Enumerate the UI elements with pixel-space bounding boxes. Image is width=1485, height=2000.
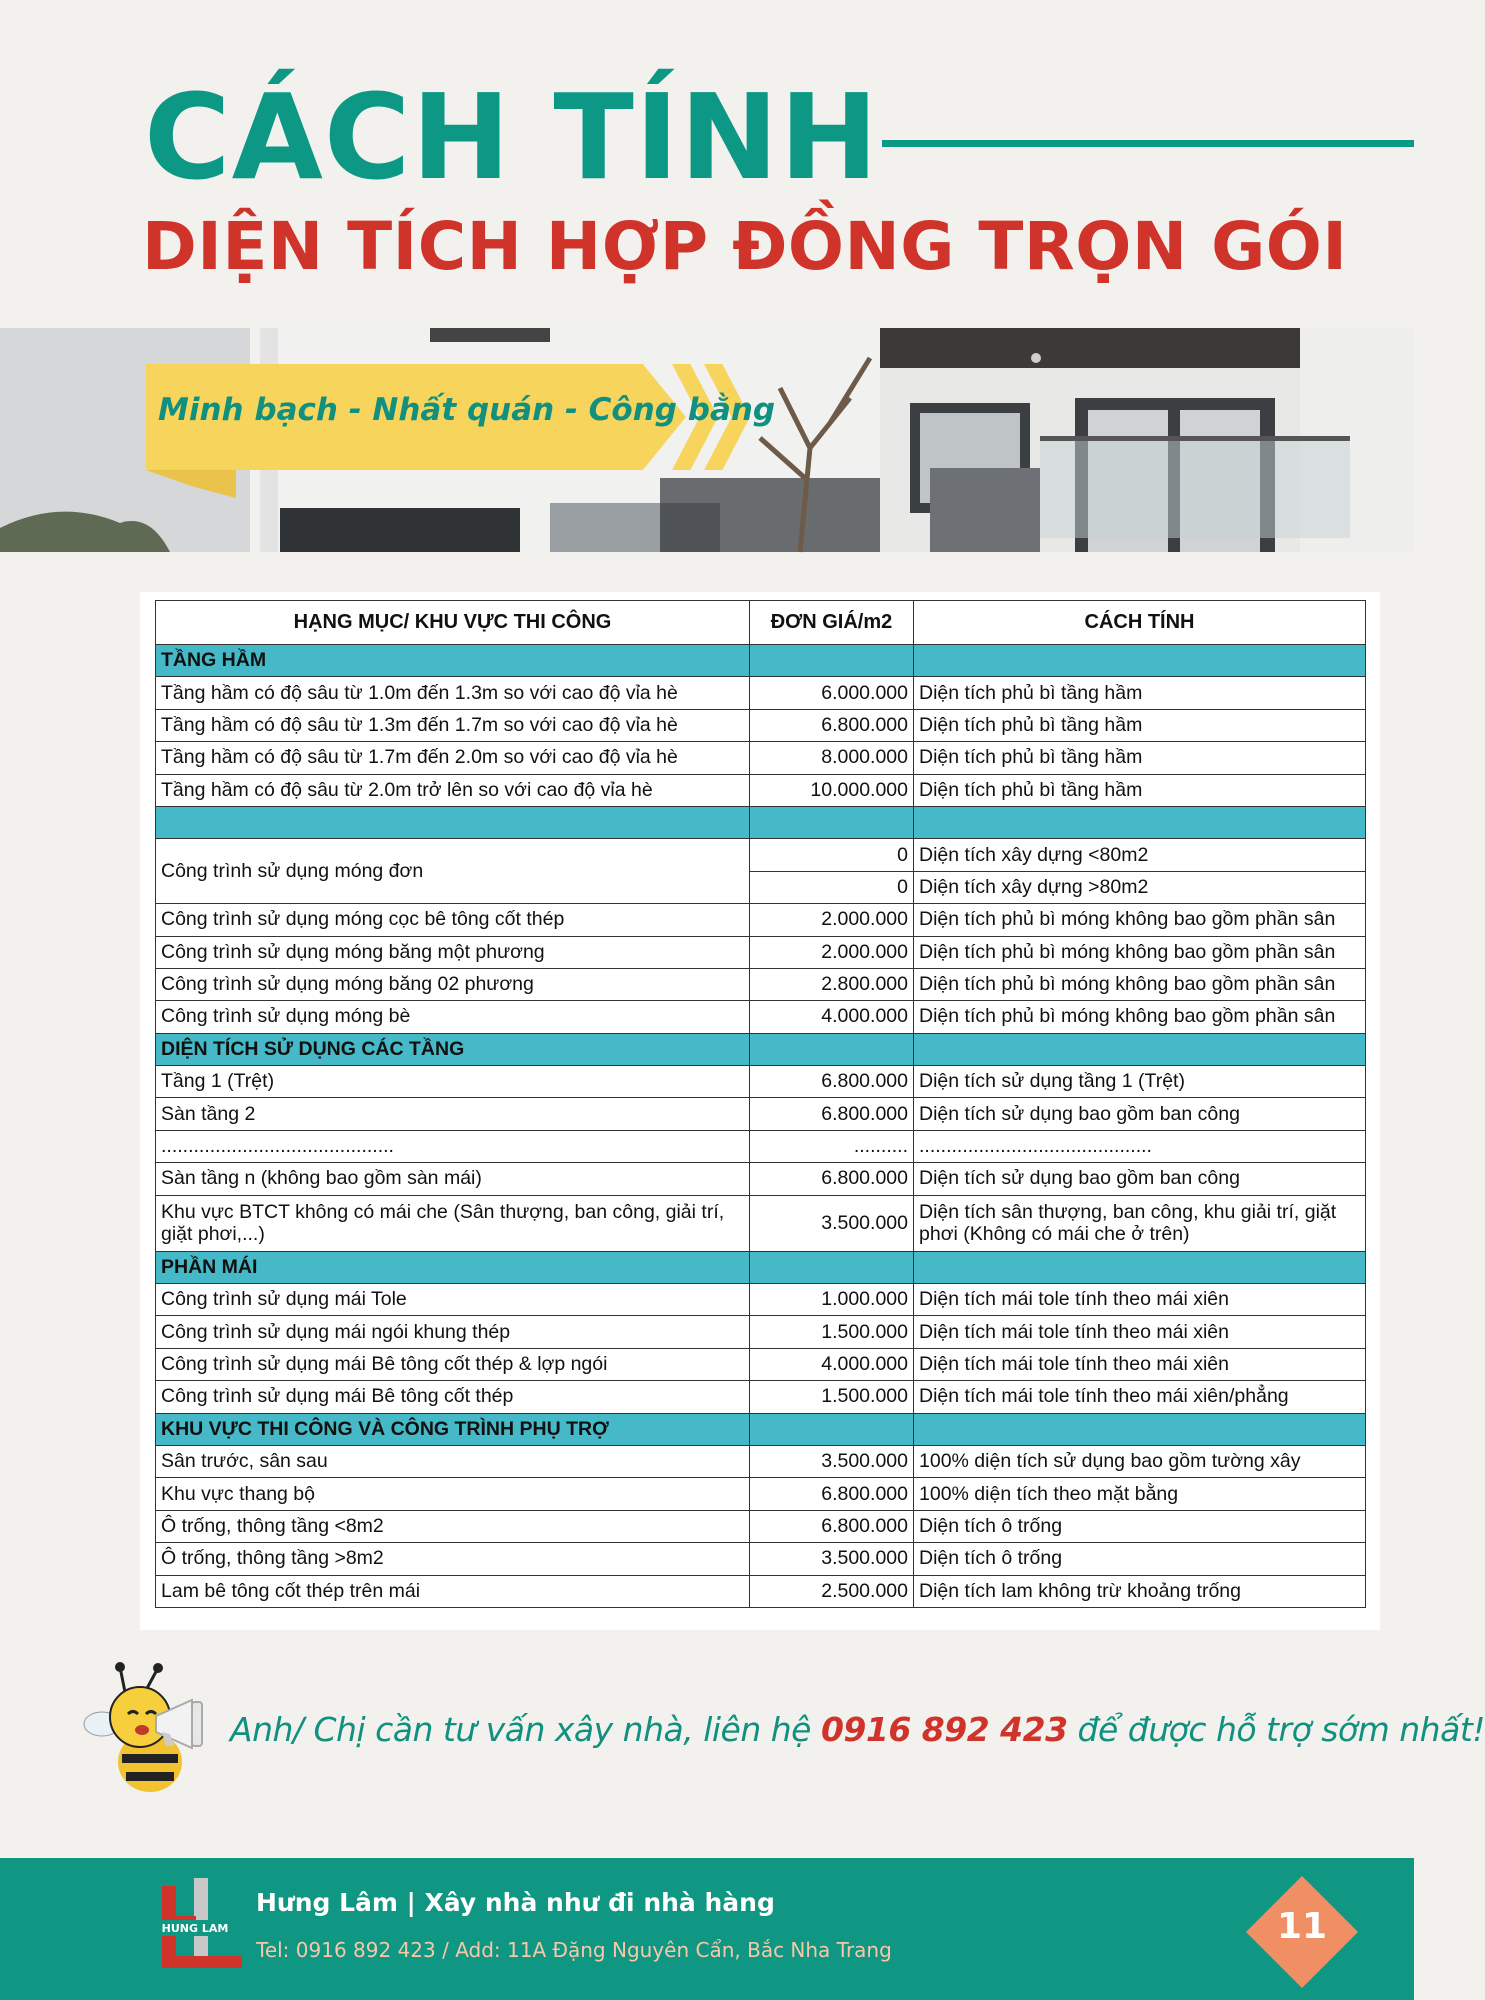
hero-photo (0, 328, 1414, 552)
price-cell: 3.500.000 (750, 1543, 914, 1575)
item-cell: Công trình sử dụng mái Tole (156, 1284, 750, 1316)
table-row (156, 1445, 1366, 1477)
table-row (156, 1381, 1366, 1413)
section-row (156, 1413, 1366, 1445)
price-cell: 8.000.000 (750, 742, 914, 774)
price-cell: 6.000.000 (750, 677, 914, 709)
table-row (156, 742, 1366, 774)
price-cell: 10.000.000 (750, 774, 914, 806)
price-cell: 6.800.000 (750, 1066, 914, 1098)
price-cell: 2.500.000 (750, 1575, 914, 1607)
price-cell: .......... (750, 1130, 914, 1162)
table-row (156, 1195, 1366, 1251)
table-row (156, 936, 1366, 968)
section-row (156, 645, 1366, 677)
method-cell: Diện tích phủ bì móng không bao gồm phần sân (914, 904, 1366, 936)
item-cell: Công trình sử dụng móng bè (156, 1001, 750, 1033)
item-cell: Sân trước, sân sau (156, 1445, 750, 1477)
pricing-table-card (140, 592, 1380, 1630)
item-cell: Sàn tầng n (không bao gồm sàn mái) (156, 1163, 750, 1195)
price-cell: 3.500.000 (750, 1445, 914, 1477)
table-row (156, 1478, 1366, 1510)
method-cell: ........................................... (914, 1130, 1366, 1162)
price-cell: 6.800.000 (750, 1478, 914, 1510)
price-cell: 6.800.000 (750, 1163, 914, 1195)
table-row (156, 1163, 1366, 1195)
price-cell: 6.800.000 (750, 1098, 914, 1130)
page-title-line2: DIỆN TÍCH HỢP ĐỒNG TRỌN GÓI (142, 208, 1348, 285)
hung-lam-logo-icon (154, 1876, 244, 1976)
column-header: HẠNG MỤC/ KHU VỰC THI CÔNG (156, 601, 750, 645)
section-title (156, 806, 750, 838)
item-cell: Công trình sử dụng mái ngói khung thép (156, 1316, 750, 1348)
price-cell: 6.800.000 (750, 709, 914, 741)
table-row (156, 839, 1366, 871)
table-row (156, 1098, 1366, 1130)
price-cell: 4.000.000 (750, 1001, 914, 1033)
table-header-row (156, 601, 1366, 645)
table-row (156, 1130, 1366, 1162)
section-title: PHẦN MÁI (156, 1251, 750, 1283)
cta-phone-link[interactable]: 0916 892 423 (820, 1710, 1068, 1749)
price-cell: 0 (750, 871, 914, 903)
slogan-text: Minh bạch - Nhất quán - Công bằng (158, 392, 776, 428)
method-cell: Diện tích sử dụng bao gồm ban công (914, 1098, 1366, 1130)
table-row (156, 904, 1366, 936)
table-row (156, 1284, 1366, 1316)
section-row (156, 1033, 1366, 1065)
method-cell: Diện tích sử dụng tầng 1 (Trệt) (914, 1066, 1366, 1098)
cta-text-after: để được hỗ trợ sớm nhất! (1067, 1710, 1485, 1749)
price-cell: 1.000.000 (750, 1284, 914, 1316)
item-cell: Khu vực thang bộ (156, 1478, 750, 1510)
table-row (156, 1543, 1366, 1575)
table-row (156, 774, 1366, 806)
table-row (156, 968, 1366, 1000)
section-title: KHU VỰC THI CÔNG VÀ CÔNG TRÌNH PHỤ TRỢ (156, 1413, 750, 1445)
table-row (156, 709, 1366, 741)
method-cell: Diện tích phủ bì móng không bao gồm phần sân (914, 936, 1366, 968)
title-rule (882, 140, 1414, 147)
method-cell: Diện tích sân thượng, ban công, khu giải trí, giặt phơi (Không có mái che ở trên) (914, 1195, 1366, 1251)
method-cell: Diện tích phủ bì tầng hầm (914, 774, 1366, 806)
footer-company: Hưng Lâm | Xây nhà như đi nhà hàng (256, 1888, 775, 1917)
method-cell: Diện tích mái tole tính theo mái xiên (914, 1348, 1366, 1380)
pricing-table (155, 600, 1366, 1608)
item-cell: Ô trống, thông tầng <8m2 (156, 1510, 750, 1542)
item-cell: Lam bê tông cốt thép trên mái (156, 1575, 750, 1607)
method-cell: Diện tích ô trống (914, 1510, 1366, 1542)
item-cell: Tầng hầm có độ sâu từ 1.0m đến 1.3m so với cao độ vỉa hè (156, 677, 750, 709)
table-row (156, 1510, 1366, 1542)
item-cell: Công trình sử dụng móng đơn (156, 839, 750, 904)
price-cell: 0 (750, 839, 914, 871)
table-row (156, 1066, 1366, 1098)
section-row (156, 806, 1366, 838)
method-cell: 100% diện tích sử dụng bao gồm tường xây (914, 1445, 1366, 1477)
price-cell: 2.000.000 (750, 936, 914, 968)
method-cell: Diện tích mái tole tính theo mái xiên (914, 1316, 1366, 1348)
megaphone-icon (152, 1696, 212, 1752)
table-row (156, 1316, 1366, 1348)
method-cell: Diện tích xây dựng >80m2 (914, 871, 1366, 903)
method-cell: Diện tích lam không trừ khoảng trống (914, 1575, 1366, 1607)
price-cell: 6.800.000 (750, 1510, 914, 1542)
item-cell: Công trình sử dụng móng cọc bê tông cốt thép (156, 904, 750, 936)
price-cell: 2.000.000 (750, 904, 914, 936)
item-cell: Công trình sử dụng móng băng một phương (156, 936, 750, 968)
method-cell: Diện tích phủ bì tầng hầm (914, 742, 1366, 774)
method-cell: 100% diện tích theo mặt bằng (914, 1478, 1366, 1510)
section-row (156, 1251, 1366, 1283)
price-cell: 1.500.000 (750, 1381, 914, 1413)
item-cell: Tầng hầm có độ sâu từ 1.7m đến 2.0m so với cao độ vỉa hè (156, 742, 750, 774)
item-cell: Công trình sử dụng mái Bê tông cốt thép (156, 1381, 750, 1413)
item-cell: Khu vực BTCT không có mái che (Sân thượng, ban công, giải trí, giặt phơi,...) (156, 1195, 750, 1251)
method-cell: Diện tích mái tole tính theo mái xiên/phẳng (914, 1381, 1366, 1413)
table-row (156, 1348, 1366, 1380)
price-cell: 4.000.000 (750, 1348, 914, 1380)
page-number: 11 (1276, 1906, 1328, 1947)
section-title: TẦNG HẦM (156, 645, 750, 677)
table-row (156, 1575, 1366, 1607)
column-header: CÁCH TÍNH (914, 601, 1366, 645)
method-cell: Diện tích phủ bì móng không bao gồm phần sân (914, 1001, 1366, 1033)
item-cell: Tầng 1 (Trệt) (156, 1066, 750, 1098)
column-header: ĐƠN GIÁ/m2 (750, 601, 914, 645)
item-cell: Công trình sử dụng móng băng 02 phương (156, 968, 750, 1000)
method-cell: Diện tích phủ bì tầng hầm (914, 709, 1366, 741)
item-cell: ........................................... (156, 1130, 750, 1162)
price-cell: 1.500.000 (750, 1316, 914, 1348)
section-title: DIỆN TÍCH SỬ DỤNG CÁC TẦNG (156, 1033, 750, 1065)
method-cell: Diện tích phủ bì móng không bao gồm phần sân (914, 968, 1366, 1000)
item-cell: Ô trống, thông tầng >8m2 (156, 1543, 750, 1575)
footer-contact: Tel: 0916 892 423 / Add: 11A Đặng Nguyên Cẩn, Bắc Nha Trang (256, 1938, 892, 1962)
footer (0, 1858, 1414, 2000)
price-cell: 2.800.000 (750, 968, 914, 1000)
method-cell: Diện tích sử dụng bao gồm ban công (914, 1163, 1366, 1195)
logo-text: HUNG LAM (161, 1922, 229, 1935)
item-cell: Công trình sử dụng mái Bê tông cốt thép & lợp ngói (156, 1348, 750, 1380)
contact-call-to-action (230, 1710, 1485, 1749)
item-cell: Tầng hầm có độ sâu từ 2.0m trở lên so với cao độ vỉa hè (156, 774, 750, 806)
cta-text-before: Anh/ Chị cần tư vấn xây nhà, liên hệ (230, 1710, 821, 1749)
price-cell: 3.500.000 (750, 1195, 914, 1251)
page-title-line1: CÁCH TÍNH (144, 68, 880, 206)
method-cell: Diện tích mái tole tính theo mái xiên (914, 1284, 1366, 1316)
method-cell: Diện tích ô trống (914, 1543, 1366, 1575)
method-cell: Diện tích phủ bì tầng hầm (914, 677, 1366, 709)
table-row (156, 677, 1366, 709)
item-cell: Sàn tầng 2 (156, 1098, 750, 1130)
table-row (156, 1001, 1366, 1033)
item-cell: Tầng hầm có độ sâu từ 1.3m đến 1.7m so với cao độ vỉa hè (156, 709, 750, 741)
method-cell: Diện tích xây dựng <80m2 (914, 839, 1366, 871)
